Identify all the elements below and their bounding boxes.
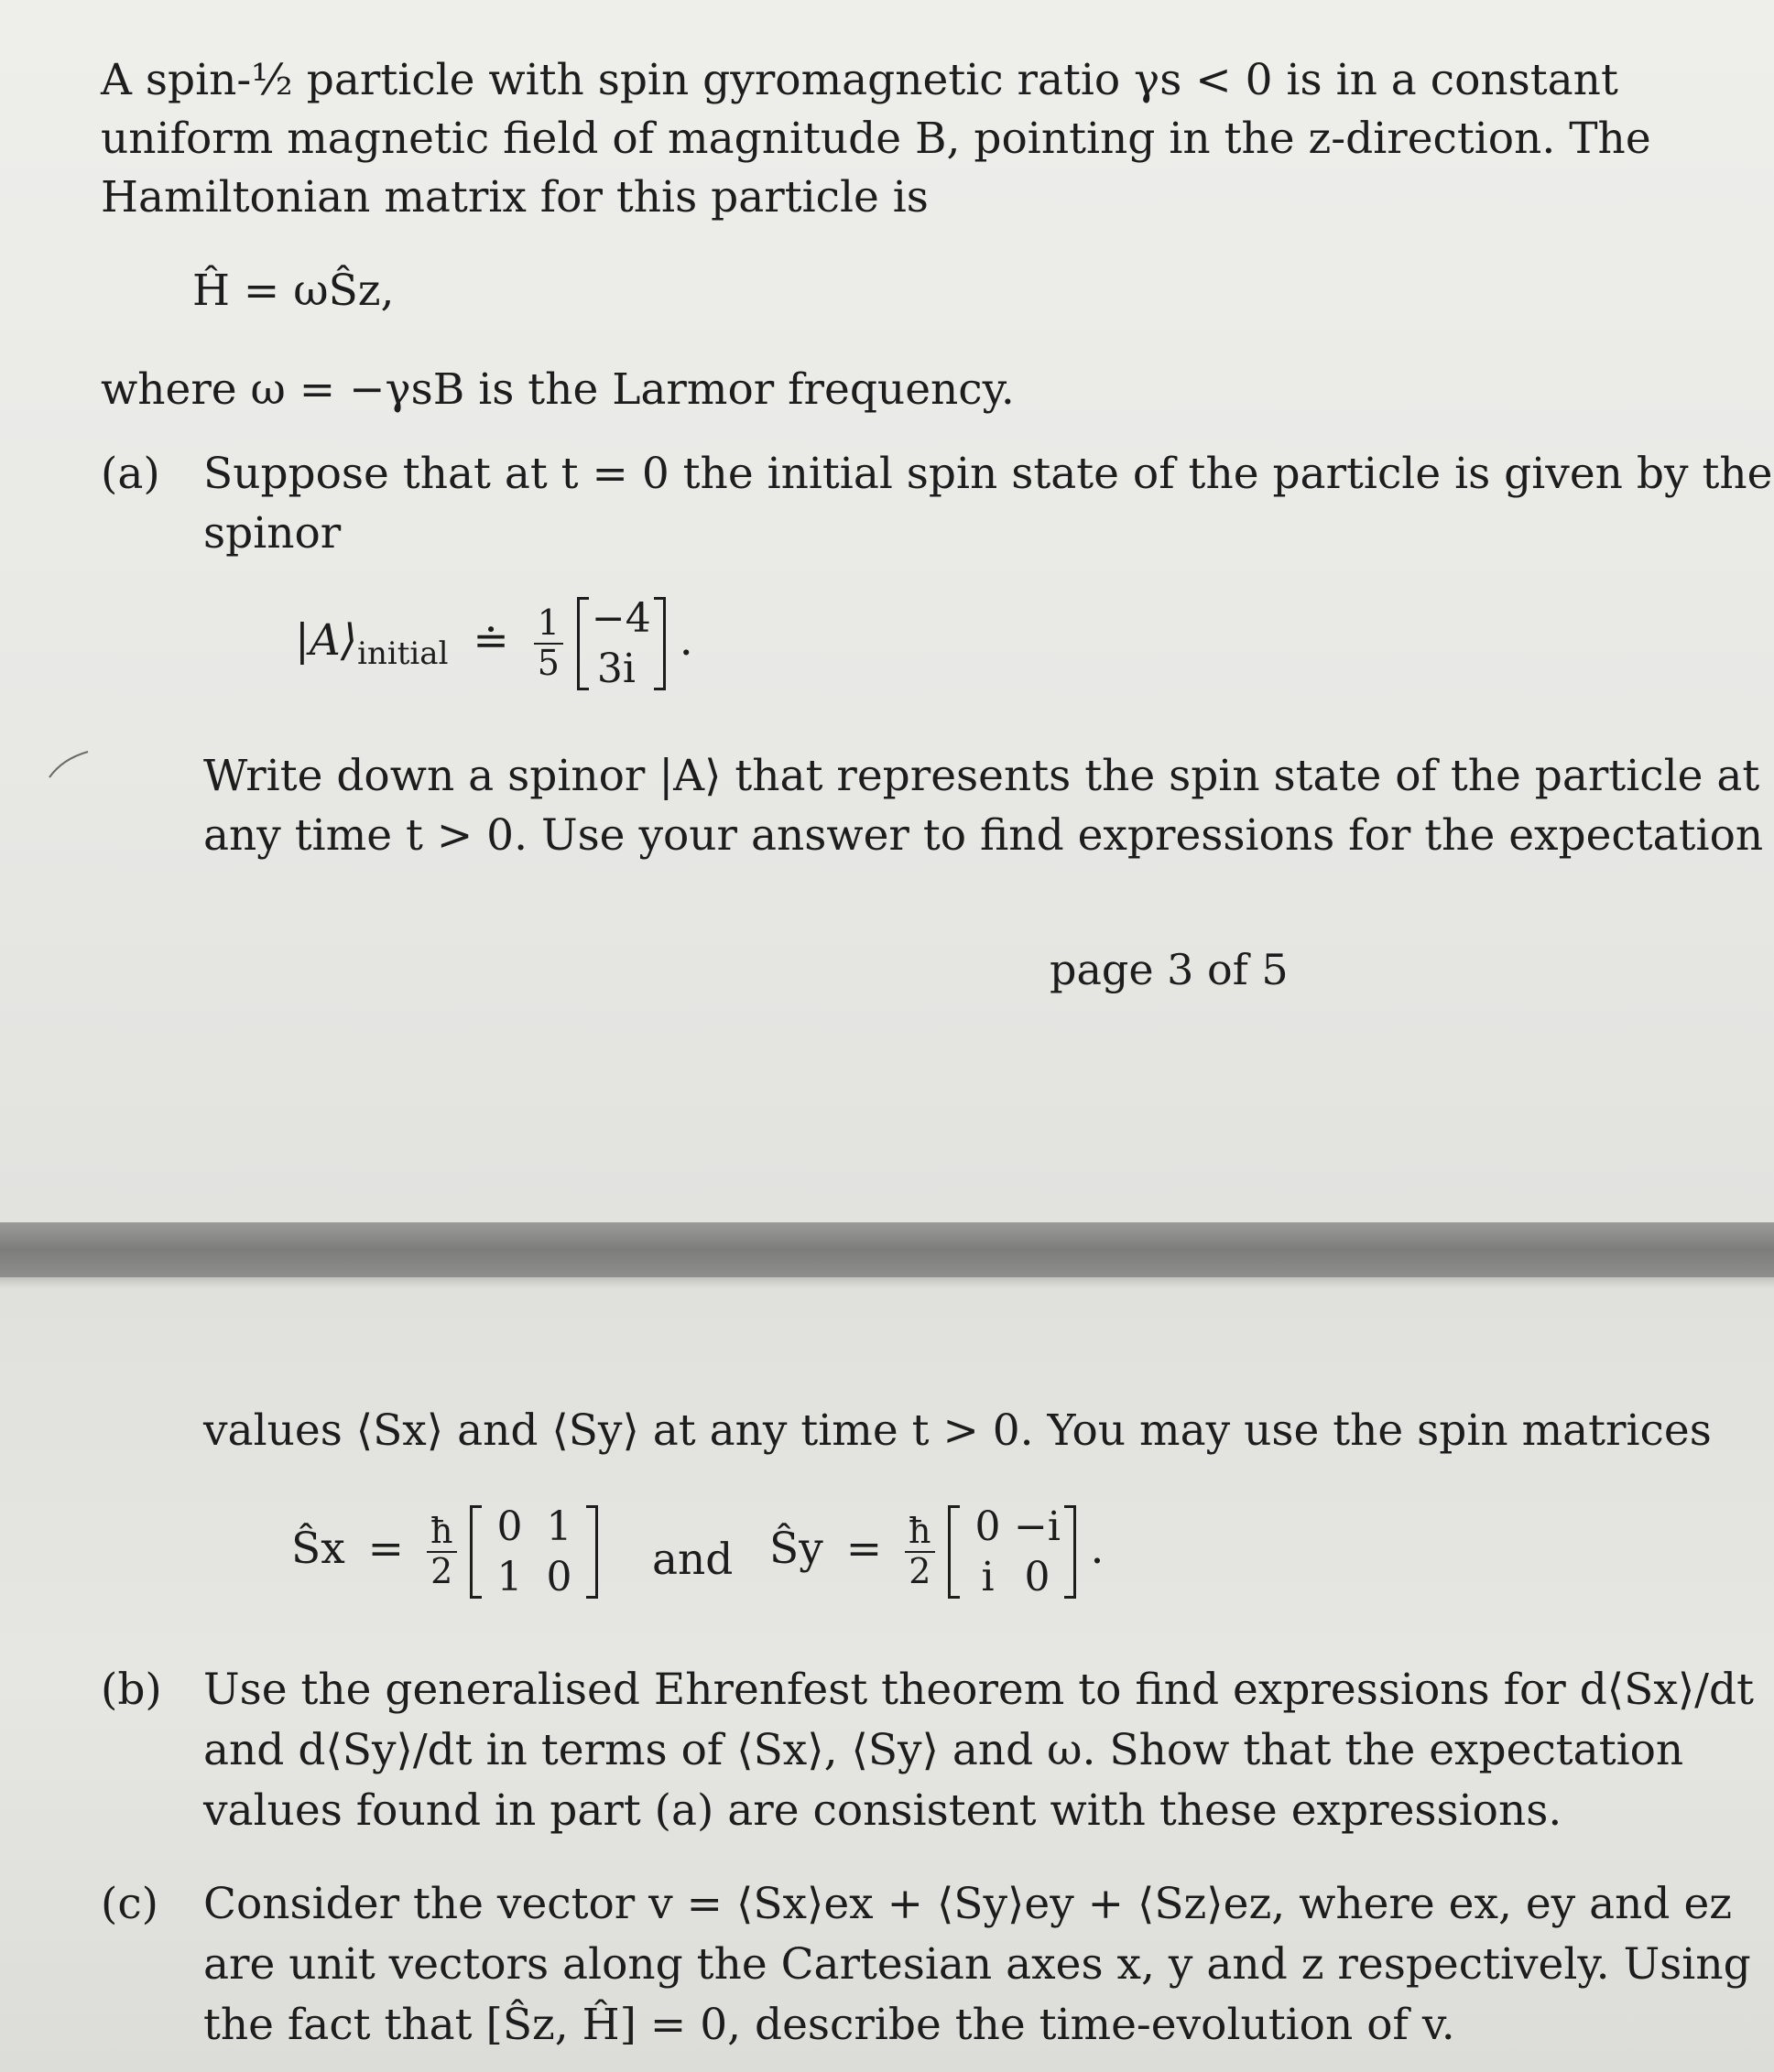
part-a-line-2: spinor bbox=[203, 508, 342, 559]
intro-line-3: Hamiltonian matrix for this particle is bbox=[101, 172, 929, 222]
part-a-line-1: Suppose that at t = 0 the initial spin state of the particle is given by the bbox=[203, 449, 1773, 499]
fraction-denominator: 5 bbox=[537, 643, 560, 683]
part-a-label: (a) bbox=[101, 449, 160, 499]
page-number: page 3 of 5 bbox=[1050, 945, 1289, 994]
part-b-label: (b) bbox=[101, 1665, 162, 1715]
sy-lhs: Ŝy bbox=[769, 1524, 823, 1574]
part-b-line-1: Use the generalised Ehrenfest theorem to find expressions for d⟨Sx⟩/dt bbox=[203, 1665, 1754, 1715]
fraction-numerator: 1 bbox=[534, 604, 563, 645]
sx-lhs: Ŝx bbox=[291, 1524, 345, 1574]
sx-m22: 0 bbox=[546, 1554, 572, 1600]
values-line: values ⟨Sx⟩ and ⟨Sy⟩ at any time t > 0. You may use the spin matrices bbox=[203, 1405, 1712, 1456]
spinor-lhs: |A⟩ bbox=[295, 615, 358, 666]
sy-fraction bbox=[905, 1513, 934, 1591]
spinor-vector bbox=[577, 593, 666, 694]
part-c-line-2: are unit vectors along the Cartesian axes x, y and z respectively. Using bbox=[203, 1939, 1751, 1990]
part-c-label: (c) bbox=[101, 1879, 158, 1929]
and-word: and bbox=[652, 1535, 734, 1585]
sx-matrix bbox=[470, 1502, 598, 1602]
part-a-line-3: Write down a spinor |A⟩ that represents the spin state of the particle at bbox=[203, 751, 1760, 801]
part-b-line-3: values found in part (a) are consistent with these expressions. bbox=[203, 1785, 1562, 1836]
sy-hbar: ħ bbox=[905, 1513, 934, 1553]
sx-fraction bbox=[427, 1513, 456, 1591]
vector-bottom: 3i bbox=[596, 645, 636, 692]
sy-matrix bbox=[948, 1502, 1076, 1602]
sx-matrix-equation: Ŝx = $\frac{ħ}{2}$ 0 1 1 0 bbox=[291, 1502, 598, 1602]
spinor-fraction bbox=[534, 604, 563, 683]
pen-mark-icon bbox=[46, 746, 92, 783]
sx-m11: 0 bbox=[496, 1503, 523, 1550]
sy-m21: i bbox=[981, 1554, 995, 1600]
spinor-subscript: initial bbox=[357, 635, 449, 672]
sy-two: 2 bbox=[909, 1551, 931, 1591]
sy-m22: 0 bbox=[1024, 1554, 1050, 1600]
intro-line-1: A spin-½ particle with spin gyromagnetic ratio γs < 0 is in a constant bbox=[101, 55, 1618, 105]
sx-m12: 1 bbox=[546, 1503, 572, 1550]
larmor-line: where ω = −γsB is the Larmor frequency. bbox=[101, 364, 1015, 415]
sx-hbar: ħ bbox=[427, 1513, 456, 1553]
page-shadow bbox=[0, 1277, 1774, 1288]
part-c-line-1: Consider the vector v = ⟨Sx⟩ex + ⟨Sy⟩ey + ⟨Sz⟩ez, where ex, ey and ez bbox=[203, 1879, 1733, 1929]
spinor-equals: ≐ bbox=[473, 615, 509, 666]
part-c-line-3: the fact that [Ŝz, Ĥ] = 0, describe the time-evolution of v. bbox=[203, 2000, 1455, 2050]
vector-top: −4 bbox=[591, 595, 651, 642]
intro-line-2: uniform magnetic field of magnitude B, pointing in the z-direction. The bbox=[101, 114, 1651, 164]
sx-two: 2 bbox=[430, 1551, 453, 1591]
part-b-line-2: and d⟨Sy⟩/dt in terms of ⟨Sx⟩, ⟨Sy⟩ and ω. Show that the expectation bbox=[203, 1725, 1684, 1775]
part-a-line-4: any time t > 0. Use your answer to find expressions for the expectation bbox=[203, 810, 1764, 861]
sx-m21: 1 bbox=[496, 1554, 523, 1600]
sy-m12: −i bbox=[1014, 1503, 1061, 1550]
sy-matrix-equation: Ŝy = $\frac{ħ}{2}$ 0 −i i 0 . bbox=[769, 1503, 1105, 1600]
page-separator bbox=[0, 1222, 1774, 1277]
sy-m11: 0 bbox=[974, 1503, 1001, 1550]
hamiltonian-equation: Ĥ = ωŜz, bbox=[192, 266, 395, 316]
initial-spinor-equation: $|A⟩_{initial}$ ≐ $\frac{1}{5}$ −4 3i . bbox=[295, 595, 693, 692]
